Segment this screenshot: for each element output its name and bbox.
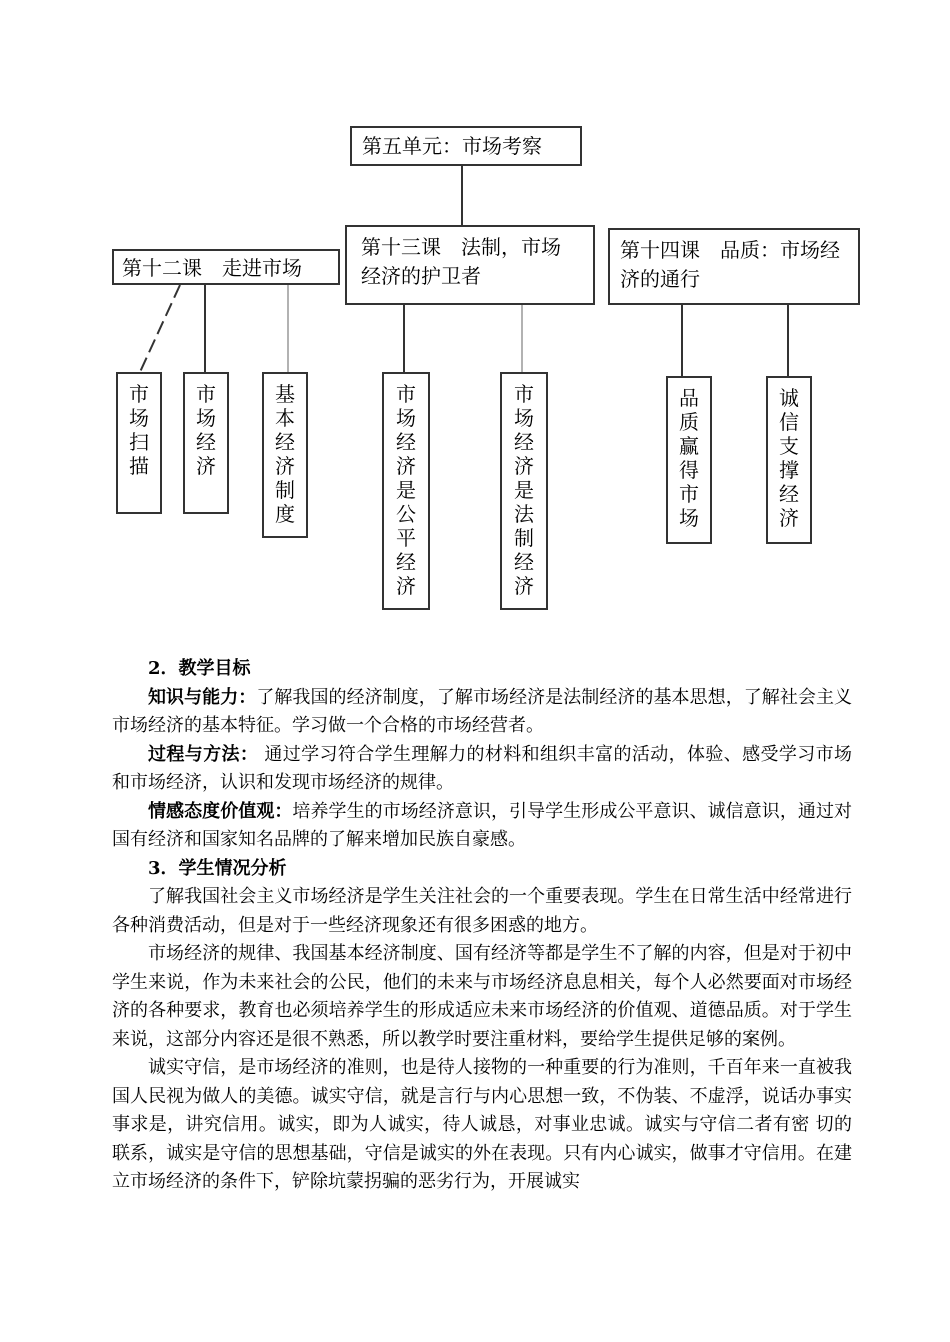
goal-paragraph xyxy=(112,684,852,741)
lesson-12-box xyxy=(112,249,340,285)
topic-label: 品质赢得市场 xyxy=(679,386,699,530)
goals-heading: 2．教学目标 xyxy=(148,658,251,679)
body-paragraph: 了解我国社会主义市场经济是学生关注社会的一个重要表现。学生在日常生活中经常进行各种消费活动，但是对于一些经济现象还有很多困惑的地方。 xyxy=(112,886,852,936)
topic-box xyxy=(666,376,712,544)
body-paragraph: 市场经济的规律、我国基本经济制度、国有经济等都是学生不了解的内容，但是对于初中学生来说，作为未来社会的公民，他们的未来与市场经济息息相关，每个人必然要面对市场经济的各种要求，教育也必须培养学生的形成适应未来市场经济的价值观、道德品质。对于学生来说，这部分内容还是很不熟悉，所以教学时要注重材料，要给学生提供足够的案例。 xyxy=(112,943,852,1050)
topic-label: 基本经济制度 xyxy=(275,382,295,526)
goal-label: 情感态度价值观： xyxy=(148,800,293,822)
document-body xyxy=(112,655,852,1197)
goal-text: 了解我国的经济制度，了解市场经济是法制经济的基本思想，了解社会主义市场经济的基本特征。学习做一个合格的市场经营者。 xyxy=(112,686,853,736)
lesson-14-title: 第十四课 品质：市场经济的通行 xyxy=(620,238,840,291)
topic-box xyxy=(116,372,162,514)
students-heading: 3．学生情况分析 xyxy=(148,857,287,879)
topic-label: 市场经济是公平经济 xyxy=(396,382,416,598)
connector-lines xyxy=(0,0,950,640)
unit-title: 第五单元：市场考察 xyxy=(362,134,542,158)
goal-label: 知识与能力： xyxy=(148,686,257,708)
goal-text: 通过学习符合学生理解力的材料和组织丰富的活动，体验、感受学习市场和市场经济，认识和发现市场经济的规律。 xyxy=(112,743,853,793)
goal-label: 过程与方法： xyxy=(148,743,259,765)
topic-box xyxy=(183,372,229,514)
topic-label: 市场经济 xyxy=(196,382,216,478)
goal-paragraph xyxy=(112,798,852,855)
body-paragraph: 诚实守信，是市场经济的准则，也是待人接物的一种重要的行为准则，千百年来一直被我国人民视为做人的美德。诚实守信，就是言行与内心思想一致，不伪装、不虚浮，说话办事实事求是，讲究信用。诚实，即为人诚实，待人诚恳，对事业忠诚。诚实与守信二者有密 切的联系，诚实是守信的思想基础，守信是诚实的外在表现。只有内心诚实，做事才守信用。在建立市场经济的条件下，铲除坑蒙拐骗的恶劣行为，开展诚实 xyxy=(112,1057,852,1192)
topic-box xyxy=(500,372,548,610)
goal-paragraph xyxy=(112,741,852,798)
topic-box xyxy=(262,372,308,538)
topic-label: 市场经济是法制经济 xyxy=(514,382,534,598)
unit-title-box xyxy=(350,126,582,166)
topic-box xyxy=(766,376,812,544)
lesson-14-box xyxy=(608,228,860,305)
topic-label: 诚信支撑经济 xyxy=(779,386,799,530)
topic-label: 市场扫描 xyxy=(129,382,149,478)
lesson-12-title: 第十二课 走进市场 xyxy=(122,256,302,280)
goal-text: 培养学生的市场经济意识，引导学生形成公平意识、诚信意识，通过对国有经济和国家知名品牌的了解来增加民族自豪感。 xyxy=(112,800,852,850)
lesson-13-box xyxy=(345,225,595,305)
lesson-13-title: 第十三课 法制，市场经济的护卫者 xyxy=(361,235,561,288)
topic-box xyxy=(382,372,430,610)
